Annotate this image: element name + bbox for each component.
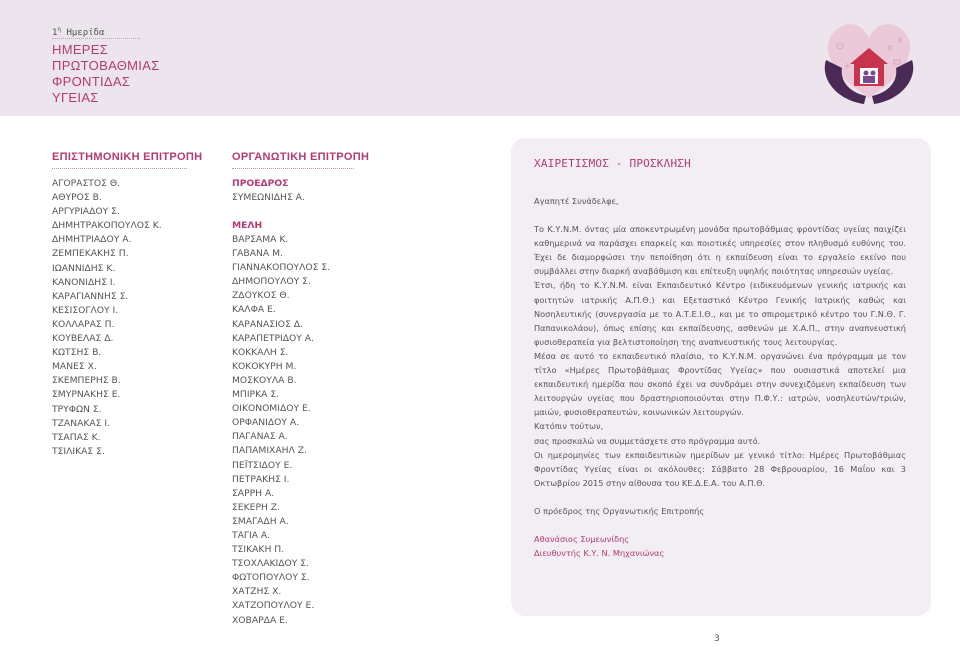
committee-member: ΓΑΒΑΝΑ Μ.	[232, 248, 283, 260]
organizing-committee-list	[232, 233, 330, 628]
committee-member: ΣΚΕΜΠΕΡΗΣ Β.	[52, 375, 121, 387]
committee-member: ΙΩΑΝΝΙΔΗΣ Κ.	[52, 262, 116, 274]
event-title-line: ΠΡΩΤΟΒΑΘΜΙΑΣ	[52, 58, 160, 73]
letter-paragraph: Έτσι, ήδη το Κ.Υ.Ν.Μ. είναι Εκπαιδευτικό Κέντρο (ειδικευόμενων γενικής ιατρικής και φοιτητών ιατρικής Α.Π.Θ.) και Εξεταστικό Κέντρο Γενικής Ιατρικής καθώς και Νοσηλευτικής (συνεργασία με το Α.Τ.Ε.Ι.Θ., και με το σπιρομετρικό κέντρο του Γ.Ν.Θ. Γ. Παπανικολάου), όπως επίσης και εκπαίδευσης, ασθενών με Χ.Α.Π., στην αναπνευστική φυσιοθεραπεία για βελτιστοποίηση της αναπνευστικής τους λειτουργίας.	[534, 280, 906, 347]
letter-signer-role: Διευθυντής Κ.Υ. Ν. Μηχανιώνας	[534, 548, 665, 559]
committee-member: ΔΗΜΟΠΟΥΛΟΥ Σ.	[232, 276, 311, 288]
letter-closing: Ο πρόεδρος της Οργανωτικής Επιτροπής	[534, 505, 705, 516]
letter-body	[534, 194, 906, 560]
committee-member: ΑΡΓΥΡΙΑΔΟΥ Σ.	[52, 206, 120, 218]
committee-member: ΧΑΤΖΟΠΟΥΛΟΥ Ε.	[232, 600, 315, 612]
committee-member: ΚΟΚΚΑΛΗ Σ.	[232, 346, 289, 358]
committee-member: ΚΑΡΑΓΙΑΝΝΗΣ Σ.	[52, 290, 129, 302]
committee-member: ΖΔΟΥΚΟΣ Θ.	[232, 290, 290, 302]
organizing-committee-title: ΟΡΓΑΝΩΤΙΚΗ ΕΠΙΤΡΟΠΗ	[232, 151, 370, 163]
committee-member: ΒΑΡΣΑΜΑ Κ.	[232, 234, 289, 245]
scientific-committee-list	[52, 177, 162, 459]
letter-greeting: Αγαπητέ Συνάδελφε,	[534, 196, 619, 206]
committee-member: ΚΟΥΒΕΛΑΣ Δ.	[52, 333, 114, 345]
committee-member: ΔΗΜΗΤΡΙΑΔΟΥ Α.	[52, 234, 132, 246]
letter-signer: Αθανάσιος Συμεωνίδης	[534, 533, 630, 544]
committee-member: ΦΩΤΟΠΟΥΛΟΥ Σ.	[232, 572, 310, 584]
committee-member: ΤΡΥΦΩΝ Σ.	[52, 403, 102, 415]
committee-member: ΟΙΚΟΝΟΜΙΔΟΥ Ε.	[232, 403, 311, 415]
committee-member: ΤΣΑΠΑΣ Κ.	[52, 431, 101, 443]
committee-member: ΓΙΑΝΝΑΚΟΠΟΥΛΟΣ Σ.	[232, 262, 331, 274]
committee-member: ΠΑΓΑΝΑΣ Α.	[232, 431, 288, 443]
committee-member: ΠΑΠΑΜΙΧΑΗΛ Ζ.	[232, 445, 307, 457]
letter-paragraph: Το Κ.Υ.Ν.Μ. όντας μία αποκεντρωμένη μονάδα πρωτοβάθμιας φροντίδας υγείας παιχίζει καθημερινά να παράσχει επαρκείς και ποιοτικές υπηρεσίες στον πληθυσμό ευθύνης του. Έχει δε διαμορφώσει την πεποίθηση ότι η εκπαίδευση είναι το εργαλείο εκείνο που συμβάλλει στην διαρκή αναβάθμιση και επίτευξη υψηλής ποιότητας υπηρεσιών υγείας.	[534, 224, 906, 277]
president-name: ΣΥΜΕΩΝΙΔΗΣ Α.	[232, 192, 305, 203]
committee-member: ΚΑΡΑΝΑΣΙΟΣ Δ.	[232, 318, 303, 330]
committee-member: ΠΕΤΡΑΚΗΣ Ι.	[232, 473, 290, 485]
committee-member: ΑΓΟΡΑΣΤΟΣ Θ.	[52, 178, 120, 189]
committee-member: ΤΣΙΛΙΚΑΣ Σ.	[52, 445, 105, 457]
committee-member: ΑΘΥΡΟΣ Β.	[52, 192, 102, 204]
committee-member: ΤΖΑΝΑΚΑΣ Ι.	[52, 417, 111, 429]
committee-member: ΚΟΛΛΑΡΑΣ Π.	[52, 318, 115, 330]
committee-member: ΤΣΟΧΛΑΚΙΔΟΥ Σ.	[232, 558, 310, 570]
committee-member: ΚΟΚΟΚΥΡΗ Μ.	[232, 360, 297, 372]
committee-member: ΠΕΪΤΣΙΔΟΥ Ε.	[232, 459, 293, 471]
letter-paragraph: Μέσα σε αυτό το εκπαιδευτικό πλαίσιο, το Κ.Υ.Ν.Μ. οργανώνει ένα πρόγραμμα με τον τίτλο «Ημέρες Πρωτοβάθμιας Φροντίδας Υγείας» που ουσιαστικά αποτελεί μια εκπαιδευτική ημερίδα που σκοπό έχει να συνδράμει στην συνεχιζόμενη εκπαίδευση των λειτουργών υγείας που δραστηριοποιούνται στην Π.Φ.Υ.: ιατρών, νοσηλευτών/τριών, μαιών, φυσιοθεραπευτών, κοινωνικών λειτουργών.	[534, 350, 906, 418]
committee-member: ΖΕΜΠΕΚΑΚΗΣ Π.	[52, 248, 129, 260]
event-title-line: ΥΓΕΙΑΣ	[52, 90, 99, 105]
committee-member: ΤΑΓΙΑ Α.	[232, 529, 271, 541]
committee-member: ΧΑΤΖΗΣ Χ.	[232, 586, 282, 598]
event-title	[52, 42, 160, 106]
letter-title: ΧΑΙΡΕΤΙΣΜΟΣ - ΠΡΟΣΚΛΗΣΗ	[534, 157, 691, 170]
committee-member: ΟΡΦΑΝΙΔΟΥ Α.	[232, 417, 300, 429]
committee-member: ΣΕΚΕΡΗ Ζ.	[232, 501, 281, 513]
event-title-line: ΦΡΟΝΤΙΔΑΣ	[52, 74, 131, 89]
committee-member: ΤΣΙΚΑΚΗ Π.	[232, 544, 285, 556]
heart-hands-home-logo-icon	[806, 8, 932, 108]
committee-member: ΔΗΜΗΤΡΑΚΟΠΟΥΛΟΣ Κ.	[52, 220, 162, 232]
edition-rule	[52, 38, 140, 39]
edition-label: $1^\eta$ Ημερίδα	[52, 26, 105, 38]
scientific-committee-title: ΕΠΙΣΤΗΜΟΝΙΚΗ ΕΠΙΤΡΟΠΗ	[52, 151, 203, 163]
letter-paragraph: σας προσκαλώ να συμμετάσχετε στο πρόγραμμα αυτό.	[534, 435, 761, 446]
committee-member: ΣΑΡΡΗ Α.	[232, 487, 275, 499]
committee-member: ΚΑΡΑΠΕΤΡΙΔΟΥ Α.	[232, 332, 314, 344]
committee-member: ΚΑΛΦΑ Ε.	[232, 304, 276, 316]
scientific-committee-rule	[52, 168, 187, 169]
committee-member: ΚΕΣΙΣΟΓΛΟΥ Ι.	[52, 304, 119, 316]
members-label: ΜΕΛΗ	[232, 220, 263, 231]
committee-member: ΣΜΑΓΑΔΗ Α.	[232, 515, 289, 527]
committee-member: ΜΠΙΡΚΑ Σ.	[232, 389, 280, 401]
letter-paragraph: Οι ημερομηνίες των εκπαιδευτικών ημερίδων με γενικό τίτλο: Ημέρες Πρωτοβάθμιας Φροντίδας Υγείας είναι οι ακόλουθες: Σάββατο 28 Φεβρουαρίου, 16 Μαΐου και 3 Οκτωβρίου 2015 στην αίθουσα του ΚΕ.Δ.Ε.Α. του Α.Π.Θ.	[534, 449, 906, 488]
committee-member: ΣΜΥΡΝΑΚΗΣ Ε.	[52, 389, 121, 401]
event-title-line: ΗΜΕΡΕΣ	[52, 42, 109, 57]
president-label: ΠΡΟΕΔΡΟΣ	[232, 178, 289, 189]
letter-paragraph: Κατόπιν τούτων,	[534, 421, 604, 432]
committee-member: ΜΟΣΚΟΥΛΑ Β.	[232, 374, 297, 386]
committee-member: ΚΩΤΣΗΣ Β.	[52, 347, 102, 359]
committee-member: ΜΑΝΕΣ Χ.	[52, 361, 97, 373]
committee-member: ΚΑΝΟΝΙΔΗΣ Ι.	[52, 276, 116, 288]
page-number: 3	[714, 634, 720, 644]
committee-member: ΧΟΒΑΡΔΑ Ε.	[232, 614, 288, 626]
organizing-committee-rule	[232, 168, 354, 169]
